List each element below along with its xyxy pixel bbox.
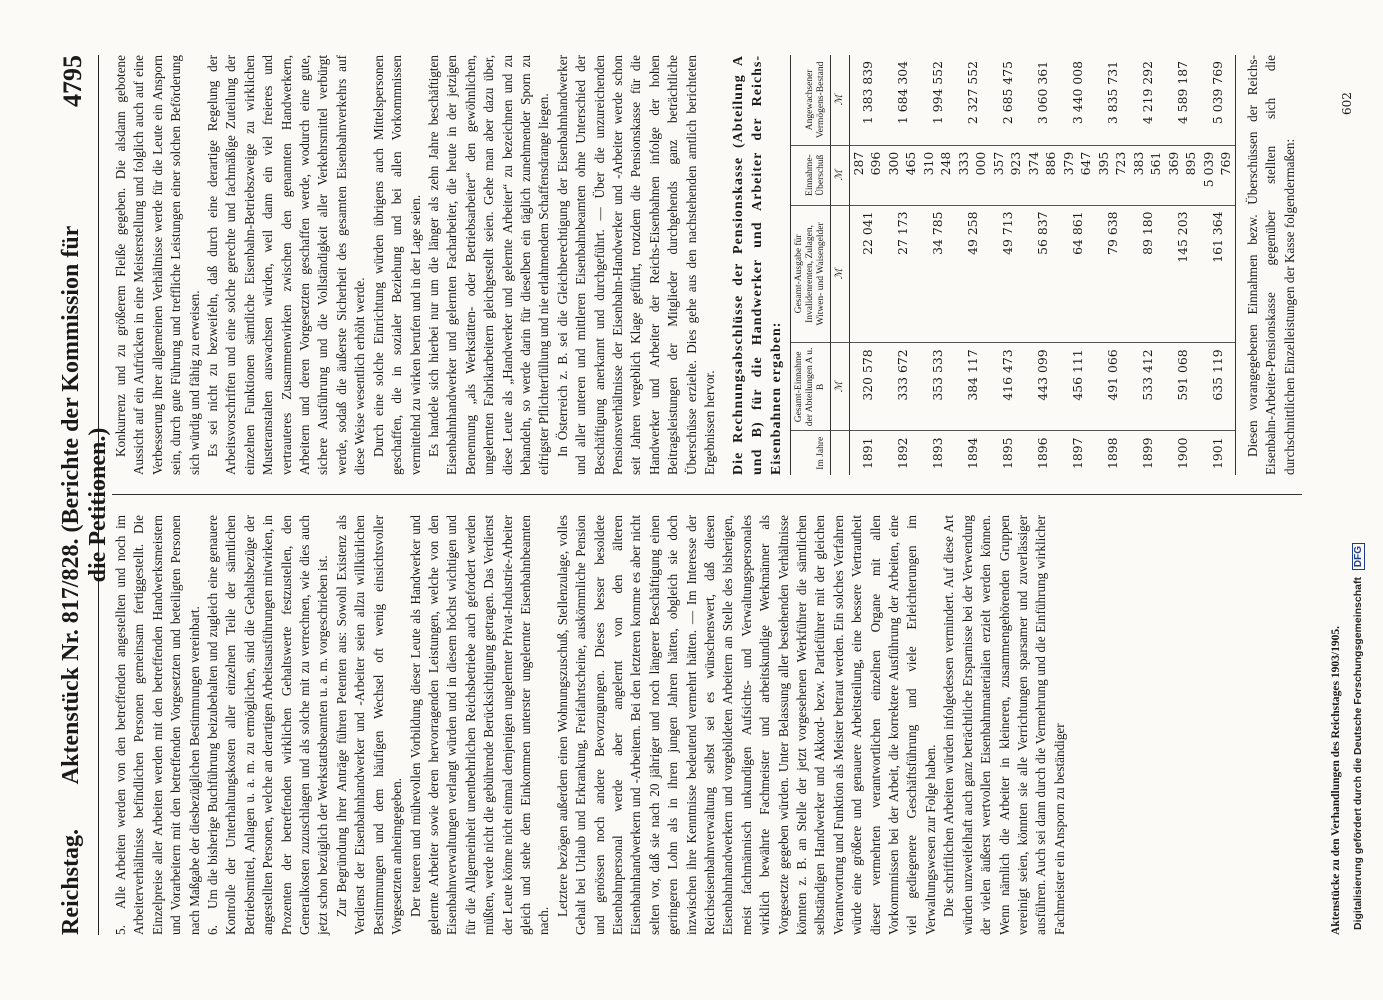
footer-note: Aktenstücke zu den Verhandlungen des Reichstages 1903/1905. [1330, 626, 1342, 935]
year-cell: 1894 [964, 437, 980, 469]
value-cell: 333 672 [885, 343, 920, 431]
table-header-cell: Gesamt-Ausgabe für Invalidenrenten, Zulagen, Witwen- und Waisengelder [791, 205, 831, 343]
table-header-cell: Gesamt-Einnahme der Abteilungen A u. B [791, 343, 831, 431]
header-page-number: 4795 [58, 55, 87, 107]
value-cell: 22 041 [849, 205, 885, 343]
paragraph: Letztere bezögen außerdem einen Wohnungszuschuß, Stellenzulage, volles Gehalt bei Urlaub und Erkrankung, Freifahrtscheine, auskömmliche Pension und genössen noch andere Bevorzugungen. Dieses besser besoldete Eisenbahnpersonal werde aber angelernt von den älteren Eisenbahnhandwerkern und -Arbeitern. Bei den letzteren komme es aber nicht selten vor, daß sie nach 20 jähriger und noch längerer Beschäftigung einen geringeren Lohn als in ihren jungen Jahren hätten, obgleich sie doch inzwischen ihre Kenntnisse bedeutend vermehrt hätten. — Im Interesse der Reichseisenbahnverwaltung selbst sei es wünschenswert, daß diesen Eisenbahnhandwerkern und vorgebildeten Arbeitern an Stelle des bisherigen, meist fachmännisch unkundigen Aufsichts- und Verwaltungspersonales wirklich bewährte Fachmeister und arbeitskundige Werkmänner als Vorgesetzte gegeben würden. Unter Belassung aller bestehenden Verhältnisse könnten z. B. an Stelle der jetzt vorgesehenen Werkführer die sämtlichen selbständigen Handwerker und Akkord- bezw. Partieführer mit der gleichen Verantwortung und Funktion als Meister betraut werden. Ein solches Verfahren würde eine größere und genauere Arbeitsteilung, eine bessere Vertrautheit dieser vermehrten verantwortlichen einzelnen Organe mit allen Vorkommnissen bei der Arbeit, die korrektere Ausführung der Arbeiten, eine viel gediegenere Geschäftsführung und viele Erleichterungen im Verwaltungswesen zur Folge haben. [554, 515, 938, 935]
value-cell: 384 117 [955, 343, 990, 431]
value-cell: 491 066 [1095, 343, 1130, 431]
table-row [849, 55, 885, 475]
value-cell: 383 561 [1130, 145, 1165, 205]
text-column-right [112, 55, 1299, 475]
value-cell: 3 060 361 [1025, 55, 1060, 145]
column-divider [112, 494, 1302, 495]
value-cell: 2 327 552 [955, 55, 990, 145]
year-cell: 1893 [929, 437, 945, 469]
table-row [1165, 55, 1200, 475]
item-number: 6. [205, 925, 221, 935]
value-cell: 49 258 [955, 205, 990, 343]
table-row [1025, 55, 1060, 475]
digitization-credit [1352, 30, 1365, 930]
value-cell: 1 994 552 [920, 55, 955, 145]
value-cell: 379 647 [1060, 145, 1095, 205]
table-row [1095, 55, 1130, 475]
value-cell: 56 837 [1025, 205, 1060, 343]
text-column-left [112, 515, 1069, 935]
unit-cell [831, 431, 850, 475]
value-cell: 310 248 [920, 145, 955, 205]
table-title: Die Rechnungsabschlüsse der Pensionskasse (Abteilung A und B) für die Handwerker und Arbeiter der Reichs-Eisenbahnen ergaben: [731, 55, 785, 475]
paragraph: Die schriftlichen Arbeiten würden infolgedessen vermindert. Auf diese Art würden unzweifelhaft auch ganz beträchtliche Ersparnisse bei der Verwendung der vielen äußerst wertvollen Eisenbahnmaterialien erzielt werden können. Wenn nämlich die Arbeiter in kleineren, zusammengehörenden Gruppen vereinigt seien, könnten sie alle Verrichtungen sparsamer und zuverlässiger ausführen. Auch sei dann durch die Vermehrung und die Einführung wirklicher Fachmeister ein Ansporn zu beständiger [941, 515, 1067, 935]
year-cell: 1901 [1200, 431, 1236, 475]
value-cell: 145 203 [1165, 205, 1200, 343]
paragraph: Durch eine solche Einrichtung würden übrigens auch Mittelspersonen geschaffen, die in sozialer Beziehung und bei allen Vorkommnissen vermittelnd zu wirken berufen und in der Lage seien. [370, 55, 423, 475]
table-row [1130, 55, 1165, 475]
value-cell: 79 638 [1095, 205, 1130, 343]
unit-cell: ℳ [831, 55, 850, 145]
table-row [955, 55, 990, 475]
year-cell: 1895 [999, 437, 1015, 469]
paragraph: Konkurrenz und zu größerem Fleiße gegeben. Die alsdann gebotene Aussicht auf ein Aufrücken in eine Meisterstellung und folglich auch auf eine Verbesserung ihrer allgemeinen Verhältnisse werde für die Leute ein Ansporn sein, durch gute Führung und treffliche Leistungen einer solchen Beförderung sich würdig und fähig zu erweisen. [113, 55, 202, 475]
value-cell: 3 835 731 [1095, 55, 1130, 145]
item-number: 5. [113, 925, 128, 935]
value-cell: 333 000 [955, 145, 990, 205]
value-cell: 2 685 475 [990, 55, 1025, 145]
value-cell: 1 383 839 [849, 55, 885, 145]
paragraph: Der teueren und mühevollen Vorbildung dieser Leute als Handwerker und gelernte Arbeiter sowie deren hervorragenden Leistungen, welche von den Eisenbahnverwaltungen verlangt würden und in diesem höchst wichtigen und für die Allgemeinheit unentbehrlichen Reichsbetriebe auch gefordert werden müßten, werde nicht die gebührende Berücksichtigung getragen. Das Verdienst der Leute könne nicht einmal demjenigen ungelernter Privat-Industrie-Arbeiter gleich und stehe dem Einkommen unterster ungelernter Eisenbahnbeamten nach. [407, 515, 552, 935]
header-reichstag: Reichstag. [58, 829, 84, 935]
value-cell: 27 173 [885, 205, 920, 343]
dfg-logo: DFG [1352, 543, 1365, 570]
unit-cell: ℳ [831, 343, 850, 431]
value-cell: 416 473 [990, 343, 1025, 431]
year-cell: 1897 [1069, 437, 1085, 469]
value-cell: 287 696 [849, 145, 885, 205]
year-cell: 1898 [1104, 437, 1120, 469]
value-cell: 34 785 [920, 205, 955, 343]
value-cell: 456 111 [1060, 343, 1095, 431]
value-cell: 89 180 [1130, 205, 1165, 343]
value-cell: 533 412 [1130, 343, 1165, 431]
table-header-row [791, 55, 831, 475]
paragraph: Es sei nicht zu bezweifeln, daß durch eine derartige Regelung der Arbeitsvorschriften und eine solche gerechte und fachmäßige Zuteilung der einzelnen Funktionen sämtliche Eisenbahn-Betriebszweige zu wirklichen Musteranstalten auswachsen würden, weil dann ein viel freieres und vertrauteres Zusammenwirken zwischen den genannten Handwerkern, Arbeitern und deren Vorgesetzten geschaffen werde, wodurch eine gute, sichere Ausführung und die Vollständigkeit aller Verkehrsmittel verbürgt werde, sodaß die äußerste Sicherheit des gesamten Eisenbahnverkehrs auf diese Weise wesentlich erhöht werde. [205, 55, 368, 475]
year-cell: 1899 [1139, 437, 1155, 469]
table-row [990, 55, 1025, 475]
page-header [50, 55, 111, 935]
list-item-6 [204, 515, 333, 935]
value-cell: 353 533 [920, 343, 955, 431]
credit-text: Digitalisierung gefördert durch die Deutsche Forschungsgemeinschaft [1352, 577, 1364, 930]
list-item-5 [112, 515, 204, 935]
year-cell: 1900 [1174, 437, 1190, 469]
paragraph: Es handele sich hierbei nur um die länger als zehn Jahre beschäftigten Eisenbahnhandwerker und gelernten Facharbeiter, die heute in der jetzigen Benennung „als Werkstätten- oder Betriebsarbeiter“ den gewöhnlichen, ungelernten Fabrikarbeitern gleichgestellt seien. Gehe man aber dazu über, diese Leute als „Handwerker und gelernte Arbeiter“ zu bezeichnen und zu behandeln, so werde darin für dieselben ein täglich zunehmender Sporn zu eifrigster Pflichterfüllung und nie erlahmendem Schaffensdrange liegen. [425, 55, 552, 475]
table-header-cell: Einnahme-Überschuß [791, 145, 831, 205]
pension-table [790, 55, 1236, 475]
value-cell: 4 219 292 [1130, 55, 1165, 145]
year-cell: 1892 [894, 437, 910, 469]
value-cell: 3 440 008 [1060, 55, 1095, 145]
unit-cell: ℳ [831, 145, 850, 205]
value-cell: 161 364 [1200, 205, 1236, 343]
table-row [1200, 55, 1236, 475]
unit-cell: ℳ [831, 205, 850, 343]
table-body [849, 55, 1235, 475]
value-cell: 1 684 304 [885, 55, 920, 145]
value-cell: 64 861 [1060, 205, 1095, 343]
value-cell: 591 068 [1165, 343, 1200, 431]
value-cell: 395 723 [1095, 145, 1130, 205]
table-row [920, 55, 955, 475]
value-cell: 4 589 187 [1165, 55, 1200, 145]
value-cell: 5 039 769 [1200, 55, 1236, 145]
item-text: Alle Arbeiten werden von den betreffenden angestellten und noch im Arbeiterverhältnisse befindlichen Personen gemeinsam fertiggestellt. Die Einzelpreise aller Arbeiten werden mit den betreffenden Handwerksmeistern und Vorarbeitern mit den betreffenden Vorgesetzten und beteiligten Personen nach Maßgabe der diesbezüglichen Bestimmungen vereinbart. [113, 515, 202, 935]
value-cell: 300 465 [885, 145, 920, 205]
table-row [885, 55, 920, 475]
table-header-cell: Im Jahre [791, 431, 831, 475]
page-number: 602 [1340, 92, 1354, 115]
table-header-cell: Angewachsener Vermögens-Bestand [791, 55, 831, 145]
paragraph: Diesen vorangegebenen Einnahmen bezw. Überschüssen der Reichs-Eisenbahn-Arbeiter-Pensionskasse gegenüber stellten sich die durchschnittlichen Einzelleistungen der Kasse folgendermaßen: [1244, 55, 1297, 475]
header-title: Aktenstück Nr. 817/828. (Berichte der Kommission für die Petitionen.) [58, 225, 111, 785]
table-unit-row [831, 55, 850, 475]
value-cell: 5 039 769 [1200, 145, 1236, 205]
item-text: Um die bisherige Buchführung beizubehalten und zugleich eine genauere Kontrolle der Unterhaltungskosten aller einzelnen Teile der sämtlichen Betriebsmittel, Anlagen u. a. m. zu ermöglichen, sind die Gehaltsbezüge der angestellten Personen, welche an derartigen Arbeitsausführungen mitwirken, in Prozenten der betreffenden wirklichen Gehaltswerte festzustellen, den Generalkosten zuzuschlagen und als solche mit zu verrechnen, wie dies auch jetzt schon bezüglich der Werkstattsbeamten u. a. m. vorgeschrieben ist. [205, 515, 331, 935]
paragraph: In Österreich z. B. sei die Gleichberechtigung der Eisenbahnhandwerker und aller unteren und mittleren Eisenbahnbeamten ohne Unterschied der Beschäftigung anerkannt und durchgeführt. — Über die unzureichenden Pensionsverhältnisse der Eisenbahn-Handwerker und -Arbeiter werde schon seit Jahren vergeblich Klage geführt, trotzdem die Pensionskasse für die Handwerker und Arbeiter der Reichs-Eisenbahnen infolge der hohen Beitragsleistungen der Mitglieder durchgehends ganz beträchtliche Überschüsse erzielte. Dies gehe aus den nachstehenden amtlich berichteten Ergebnissen hervor. [554, 55, 717, 475]
paragraph: Zur Begründung ihrer Anträge führen Petenten aus: Sowohl Existenz als Verdienst der Eisenbahnhandwerker und -Arbeiter seien allzu willkürlichen Bestimmungen und dem häufigen Wechsel oft wenig einsichtsvoller Vorgesetzten anheimgegeben. [333, 515, 405, 935]
value-cell: 374 886 [1025, 145, 1060, 205]
value-cell: 443 099 [1025, 343, 1060, 431]
value-cell: 635 119 [1200, 343, 1236, 431]
value-cell: 357 923 [990, 145, 1025, 205]
scanned-page [50, 55, 1370, 935]
value-cell: 320 578 [849, 343, 885, 431]
value-cell: 49 713 [990, 205, 1025, 343]
year-cell: 1896 [1034, 437, 1050, 469]
value-cell: 369 895 [1165, 145, 1200, 205]
year-cell: 1891 [859, 437, 875, 469]
table-row [1060, 55, 1095, 475]
